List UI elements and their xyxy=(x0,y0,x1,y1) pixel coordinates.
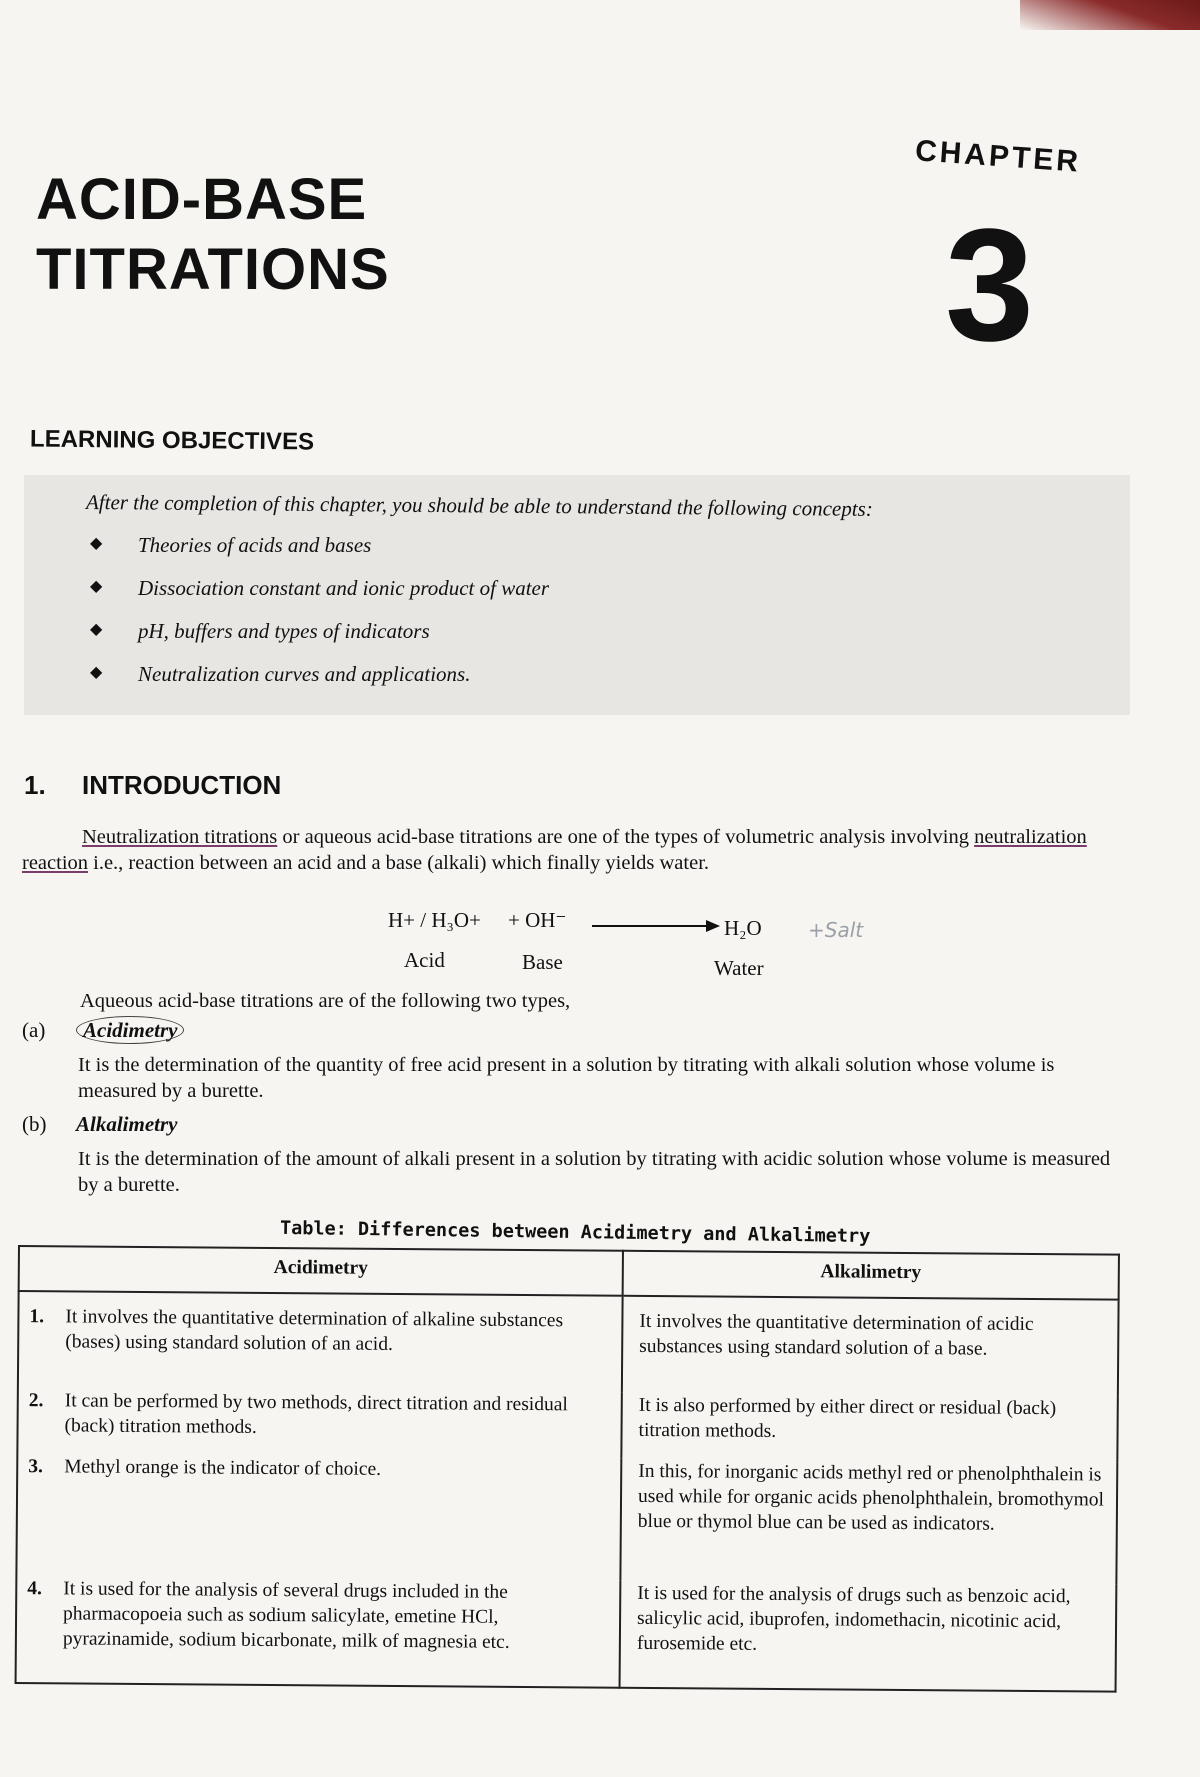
learning-objectives-heading: LEARNING OBJECTIVES xyxy=(29,425,315,456)
column-header-acidimetry: Acidimetry xyxy=(19,1246,623,1296)
type-b-description: It is the determination of the amount of alkali present in a solution by titrating with acidic solution whose volume is measured by a burette. xyxy=(78,1148,1111,1196)
equation-base: + OH⁻ xyxy=(508,908,567,932)
table-cell: It is also performed by either direct or residual (back) titration methods. xyxy=(621,1393,1118,1463)
bullet-icon: ◆ xyxy=(90,578,103,595)
table-cell: It involves the quantitative determination of acidic substances using standard solution of a base. xyxy=(622,1296,1119,1397)
equation-product: H₂O xyxy=(724,916,762,940)
page-corner-shadow xyxy=(1020,0,1200,30)
table-cell: 1. It involves the quantitative determination of alkaline substances (bases) using standard solution of an acid. xyxy=(18,1291,623,1393)
type-a-label: (a) xyxy=(22,1018,46,1042)
chapter-title-line2: TITRATIONS xyxy=(36,237,390,302)
chapter-number: 3 xyxy=(945,195,1034,374)
table-row xyxy=(16,1576,1117,1692)
type-a-name: Acidimetry xyxy=(76,1018,184,1043)
type-b-label: (b) xyxy=(22,1112,47,1136)
table-cell: In this, for inorganic acids methyl red or phenolphthalein is used while for organic acids phenolphthalein, bromothymol blue or thymol blue can be used as indicators. xyxy=(620,1459,1117,1585)
list-item: ◆ Dissociation constant and ionic product of water xyxy=(90,576,550,600)
table-caption: Table: Differences between Acidimetry and Alkalimetry xyxy=(279,1217,871,1248)
reaction-arrow xyxy=(592,925,710,927)
comparison-table xyxy=(15,1245,1120,1693)
types-intro: Aqueous acid-base titrations are of the following two types, xyxy=(80,990,571,1012)
bullet-icon: ◆ xyxy=(90,535,103,552)
equation-product-label: Water xyxy=(714,956,764,980)
bullet-icon: ◆ xyxy=(90,664,103,681)
table-cell: 2. It can be performed by two methods, direct titration and residual (back) titration methods. xyxy=(17,1388,621,1459)
table-cell: 4. It is used for the analysis of several drugs included in the pharmacopoeia such as sodium salicylate, emetine HCl, pyrazinamide, sodium bicarbonate, milk of magnesia etc. xyxy=(16,1576,621,1688)
section-title: INTRODUCTION xyxy=(82,770,282,800)
column-header-alkalimetry: Alkalimetry xyxy=(623,1251,1119,1300)
learning-objectives-intro: After the completion of this chapter, you should be able to understand the following concepts: xyxy=(85,490,873,521)
list-item: ◆ pH, buffers and types of indicators xyxy=(90,619,430,643)
table-cell: 3. Methyl orange is the indicator of choice. xyxy=(16,1454,621,1581)
section-number: 1. xyxy=(24,770,46,800)
table-row xyxy=(18,1291,1119,1397)
table-cell: It is used for the analysis of drugs such as benzoic acid, salicylic acid, ibuprofen, indomethacin, nicotinic acid, furosemide etc. xyxy=(620,1581,1117,1692)
section-heading xyxy=(24,770,281,801)
type-a-description: It is the determination of the quantity of free acid present in a solution by titrating with alkali solution whose volume is measured by a burette. xyxy=(78,1054,1055,1102)
chapter-title xyxy=(36,165,390,305)
chapter-title-line1: ACID-BASE xyxy=(36,167,368,232)
type-b-name: Alkalimetry xyxy=(76,1112,178,1136)
arrow-head-icon xyxy=(706,920,720,932)
table-row xyxy=(16,1454,1117,1585)
learning-objectives-list xyxy=(90,533,549,705)
equation-acid: H+ / H₃O+ xyxy=(388,908,481,932)
intro-paragraph: Neutralization titrations or aqueous acid-base titrations are one of the types of volumetric analysis involving neutralization reaction i.e., reaction between an acid and a base (alkali) which finally yields water. xyxy=(22,826,1087,874)
table-row xyxy=(17,1388,1117,1463)
list-item: ◆ Neutralization curves and applications. xyxy=(90,662,471,686)
bullet-icon: ◆ xyxy=(90,621,103,638)
handwritten-note: +Salt xyxy=(808,918,864,942)
chapter-label: CHAPTER xyxy=(914,134,1082,179)
list-item: ◆ Theories of acids and bases xyxy=(90,533,372,557)
equation-base-label: Base xyxy=(522,950,563,974)
equation-acid-label: Acid xyxy=(404,948,445,972)
